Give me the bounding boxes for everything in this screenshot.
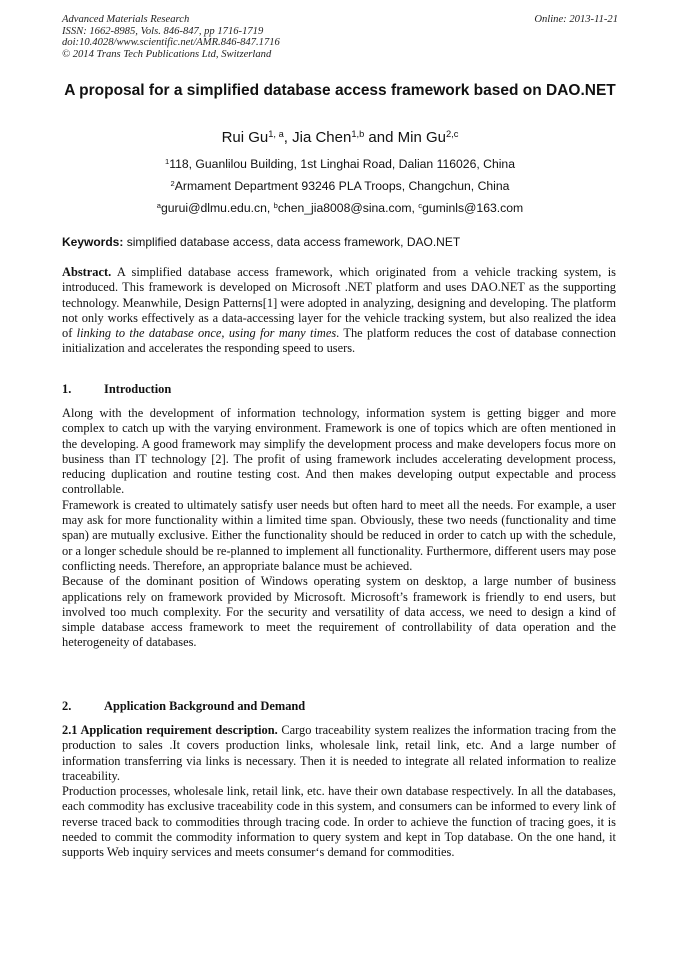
affiliation-2 — [62, 179, 618, 194]
section-title: Application Background and Demand — [104, 699, 306, 713]
journal-header — [62, 14, 618, 60]
aff-sup: 2 — [170, 178, 175, 188]
section-number: 1. — [62, 382, 72, 396]
author-name: Rui Gu — [221, 129, 269, 146]
aff-text: 118, Guanlilou Building, 1st Linghai Road, Dalian 116026, China — [169, 157, 515, 171]
email-c: guminls@163.com — [422, 201, 524, 215]
aff-text: Armament Department 93246 PLA Troops, Changchun, China — [174, 179, 510, 193]
author-separator: , — [283, 129, 293, 146]
abstract-italic: linking to the database once, using for many times — [76, 326, 337, 341]
journal-name: Advanced Materials Research — [62, 14, 190, 25]
section-2-body — [62, 723, 616, 861]
author-sup: 1, a — [268, 128, 284, 139]
author-name: Jia Chen — [292, 129, 352, 146]
keywords — [62, 235, 618, 250]
abstract — [62, 265, 616, 357]
author-sup: 2,c — [446, 128, 459, 139]
paragraph: Because of the dominant position of Windows operating system on desktop, a large number of business applications rely on framework provided by Microsoft. Microsoft’s framework is friendly to end users, but involved too much complexity. For the security and versatility of data access, we need to design a kind of simple database access framework to meet the requirement of controllability of data operation and the heterogeneity of databases. — [62, 574, 616, 650]
paragraph: Along with the development of information technology, information system is getting bigger and more complex to catch up with the varying environment. Framework is one of topics which are often mentioned in the developing. A good framework may simplify the development process and make developers focus more on business than IT technology [2]. The profit of using framework includes accelerating development process, reducing duplication and routine testing cost. And then makes developing output expectable and process controllable. — [62, 406, 616, 497]
aff-sup: 1 — [165, 156, 170, 166]
affiliation-1 — [62, 157, 618, 172]
author-name: Min Gu — [397, 129, 446, 146]
author-line — [62, 129, 618, 147]
section-2-heading — [62, 699, 618, 714]
abstract-text: A simplified database access framework, which originated from a vehicle tracking system, is introduced. This framework is developed on Microsoft .NET platform and uses DAO.NET as the supporting technology. Meanwhile, Design Patterns[1] were adopted in analyzing, designing and developing. The platform not only works effectively as a data-accessing layer for the vehicle tracking system, but also realized the idea of — [62, 265, 616, 341]
email-sup: b — [273, 200, 278, 210]
paragraph: Framework is created to ultimately satisfy user needs but often hard to meet all the needs. For example, a user may ask for more functionality within a limited time span. Obviously, these two needs (functionality and time span) are mutually exclusive. Either the functionality should be reduced in order to catch up with the schedule, or a longer schedule should be re-planned to implement all functionality. Furthermore, different users may pose conflicting needs. Therefore, an appropriate balance must be achieved. — [62, 497, 616, 573]
section-title: Introduction — [104, 382, 172, 396]
keywords-text: simplified database access, data access framework, DAO.NET — [123, 235, 461, 249]
online-date: Online: 2013-11-21 — [534, 14, 618, 25]
subsection-label: 2.1 Application requirement description. — [62, 723, 278, 737]
author-separator: and — [364, 129, 398, 146]
abstract-text-end: . The platform reduces the cost of database connection initialization and accelerates the responding speed to users. — [62, 326, 616, 356]
paper-title: A proposal for a simplified database access framework based on DAO.NET — [64, 82, 616, 99]
email-b: chen_jia8008@sina.com, — [277, 201, 419, 215]
section-1-body — [62, 406, 616, 651]
email-sup: a — [156, 200, 161, 210]
issn: ISSN: 1662-8985, Vols. 846-847, pp 1716-1719 — [62, 25, 264, 37]
subsection-text: Cargo traceability system realizes the information tracing from the production to sales .It covers production links, wholesale link, retail link, etc. And a large number of information transferring via links is necessary. Then it is needed to integrate all related information to realize traceability. — [62, 723, 616, 783]
email-sup: c — [418, 200, 423, 210]
section-1-heading — [62, 382, 618, 397]
doi: doi:10.4028/www.scientific.net/AMR.846-847.1716 — [62, 37, 280, 49]
section-number: 2. — [62, 699, 72, 713]
keywords-label: Keywords: — [62, 235, 124, 249]
abstract-label: Abstract. — [62, 265, 112, 279]
author-sup: 1,b — [351, 128, 365, 139]
email-line — [62, 201, 618, 216]
email-a: gurui@dlmu.edu.cn, — [161, 201, 274, 215]
paragraph: Production processes, wholesale link, retail link, etc. have their own database respectively. In all the databases, each commodity has exclusive traceability code in this system, and consumers can be informed to every link of reverse traced back to commodities through tracing code. In order to achieve the function of tracing goes, it is needed to commit the commodity information to query system and kept in Top database. On the one hand, it supports Web inquiry services and meets consumer‘s demand for commodities. — [62, 784, 616, 860]
copyright: © 2014 Trans Tech Publications Ltd, Switzerland — [62, 48, 272, 60]
